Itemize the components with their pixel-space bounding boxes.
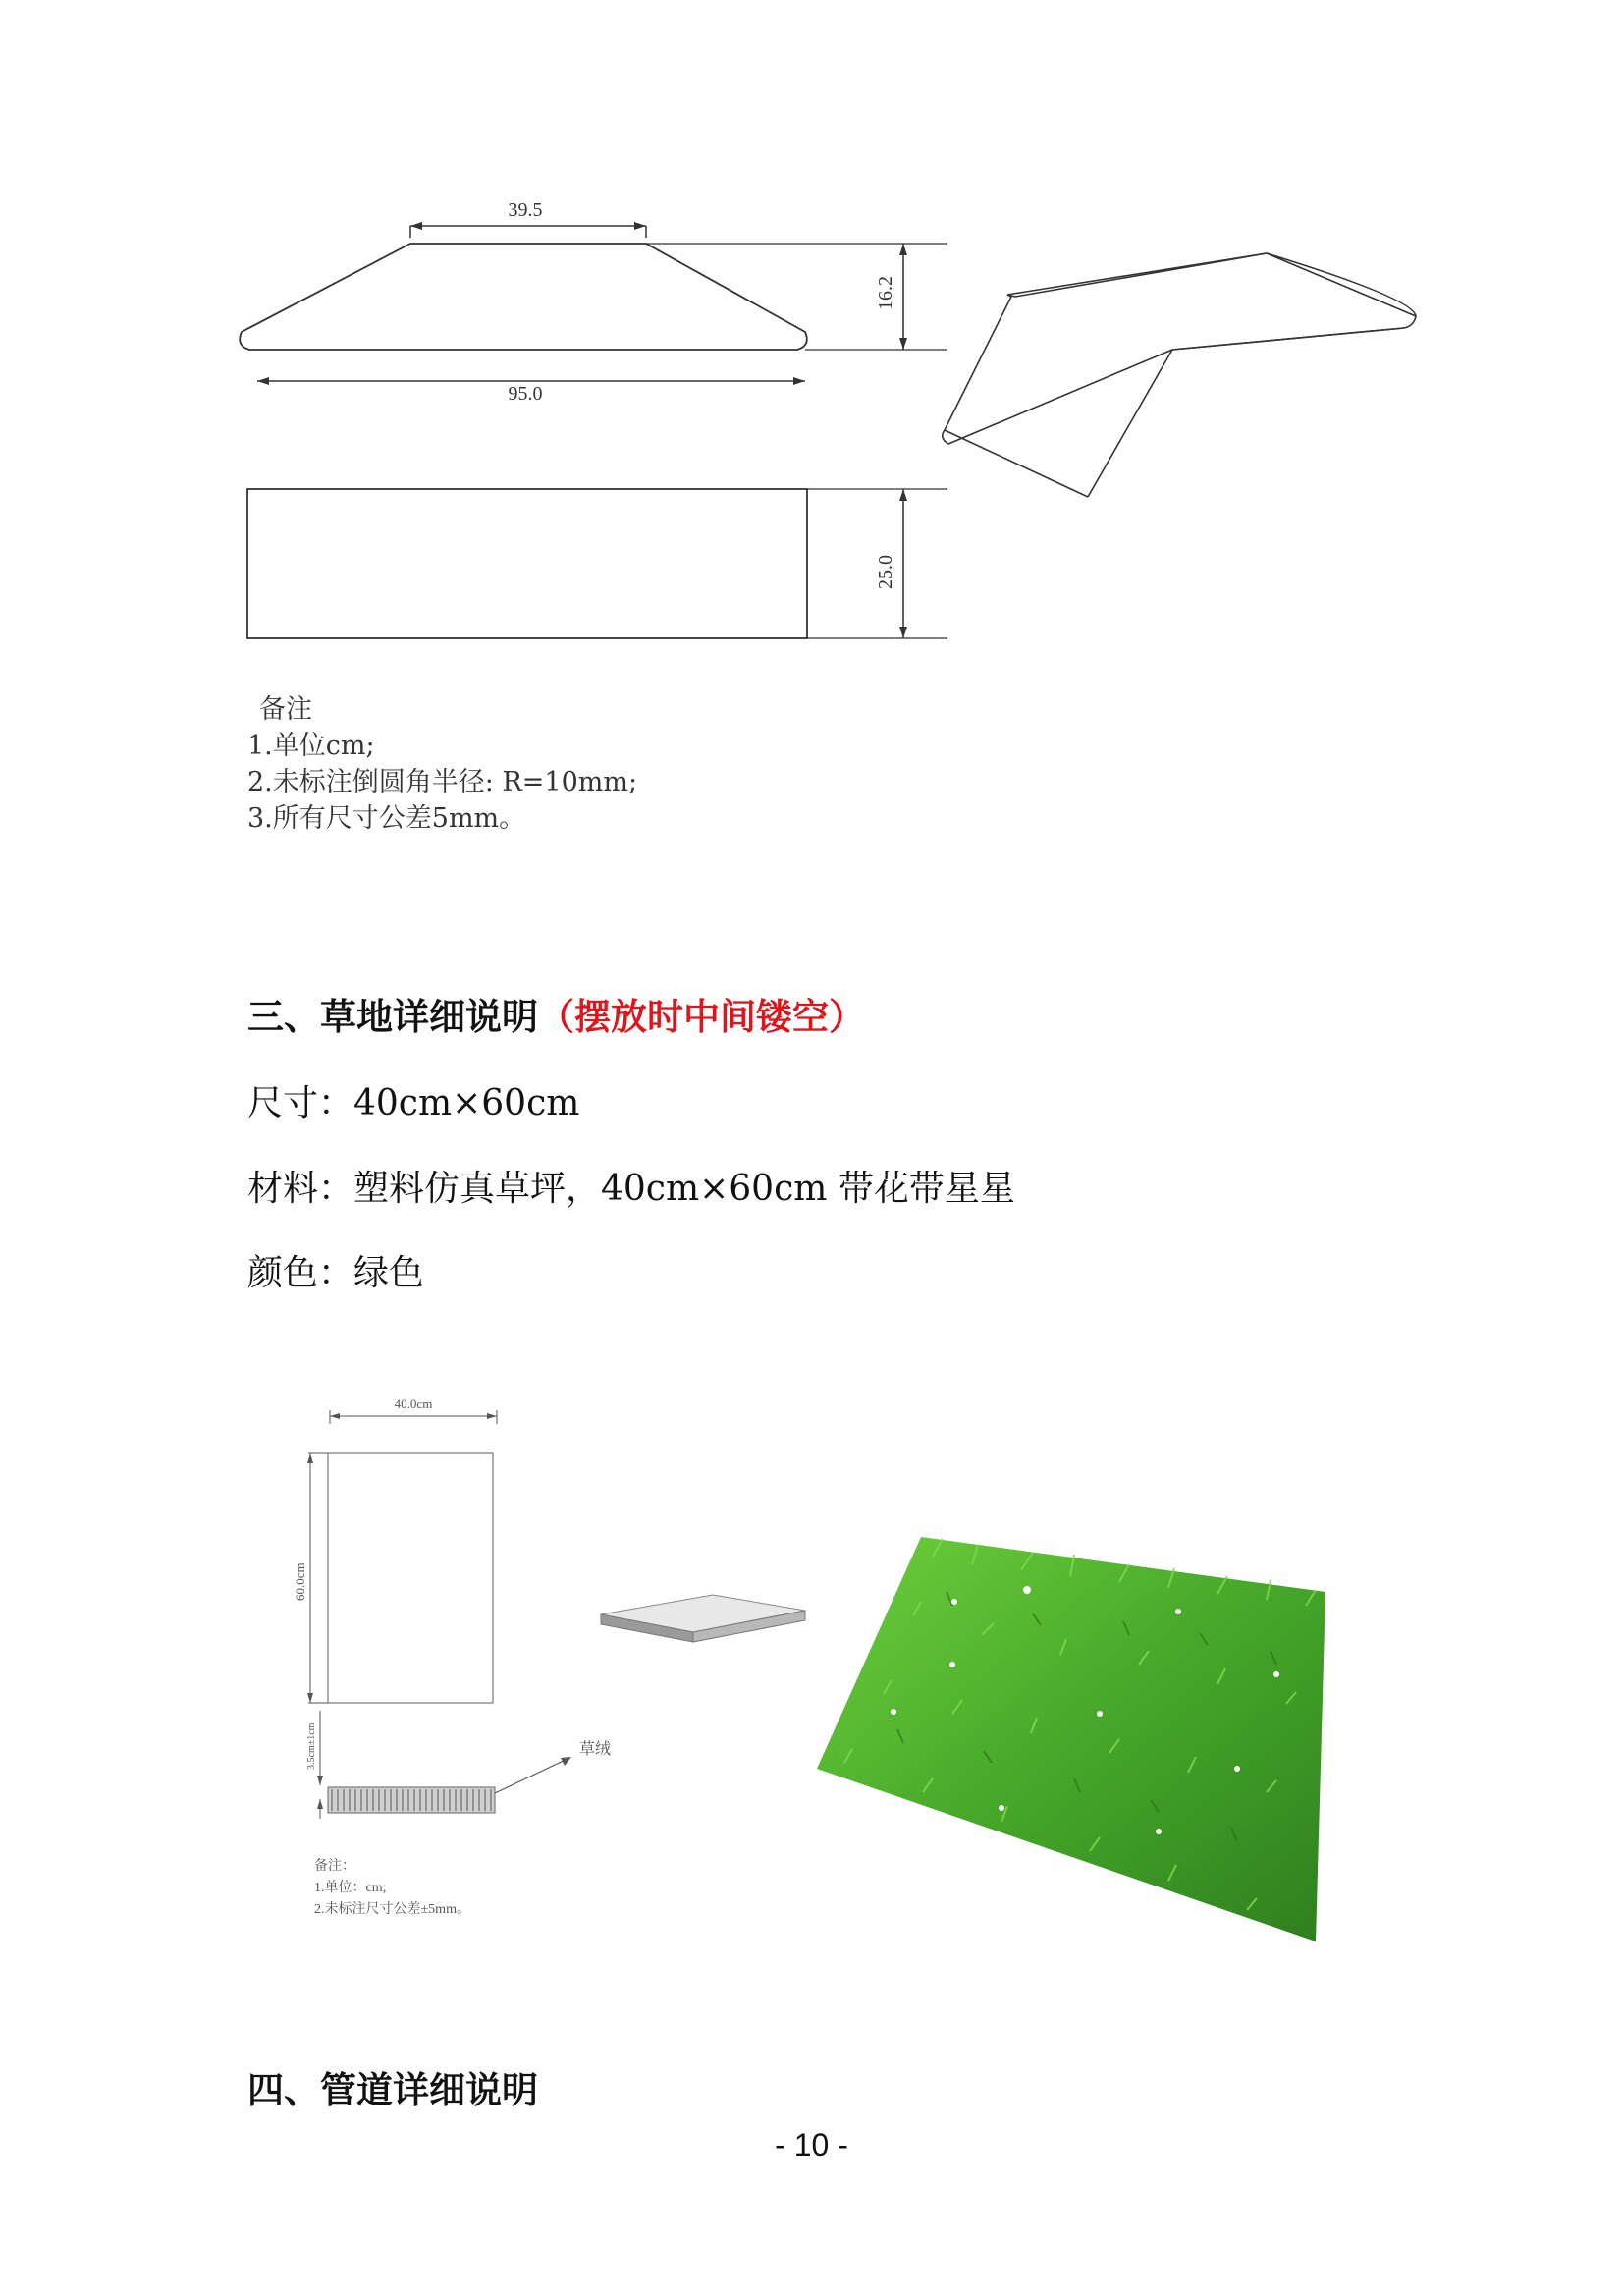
dim-bottom-label: 95.0 — [508, 383, 543, 405]
grass-thickness-label: 3.5cm±1cm — [306, 1722, 317, 1770]
section-heading — [247, 987, 865, 1040]
grass-callout-label: 草绒 — [579, 1741, 612, 1758]
grass-width-label: 40.0cm — [394, 1396, 433, 1411]
section-heading-note: （摆放时中间镂空） — [538, 996, 865, 1038]
grass-note-item: 1.单位：cm; — [314, 1881, 387, 1895]
notes-block — [247, 691, 637, 837]
section-heading: 四、管道详细说明 — [247, 2069, 538, 2111]
grass-tile-sketch — [589, 1581, 815, 1660]
grass-drawing — [285, 1394, 612, 1944]
size-line: 尺寸：40cm×60cm — [247, 1083, 580, 1123]
ramp-isometric — [943, 253, 1416, 497]
dim-depth-label: 25.0 — [875, 555, 896, 589]
note-item: 2.未标注倒圆角半径: R=10mm; — [247, 767, 638, 797]
section-heading-text: 三、草地详细说明 — [247, 996, 538, 1038]
page-number: - 10 - — [775, 2127, 848, 2162]
grass-notes-title: 备注： — [314, 1859, 355, 1874]
grass-note-item: 2.未标注尺寸公差±5mm。 — [314, 1902, 470, 1917]
notes-title: 备注 — [259, 694, 312, 725]
grass-length-label: 60.0cm — [293, 1562, 307, 1601]
note-item: 3.所有尺寸公差5mm。 — [247, 803, 526, 834]
grass-photo — [805, 1517, 1345, 1949]
note-item: 1.单位cm; — [247, 731, 375, 761]
dim-top-label: 39.5 — [508, 199, 543, 221]
ramp-drawing — [226, 187, 1443, 658]
dim-height-label: 16.2 — [875, 276, 896, 310]
color-line: 颜色：绿色 — [247, 1253, 425, 1293]
material-line: 材料：塑料仿真草坪，40cm×60cm 带花带星星 — [247, 1169, 1015, 1209]
